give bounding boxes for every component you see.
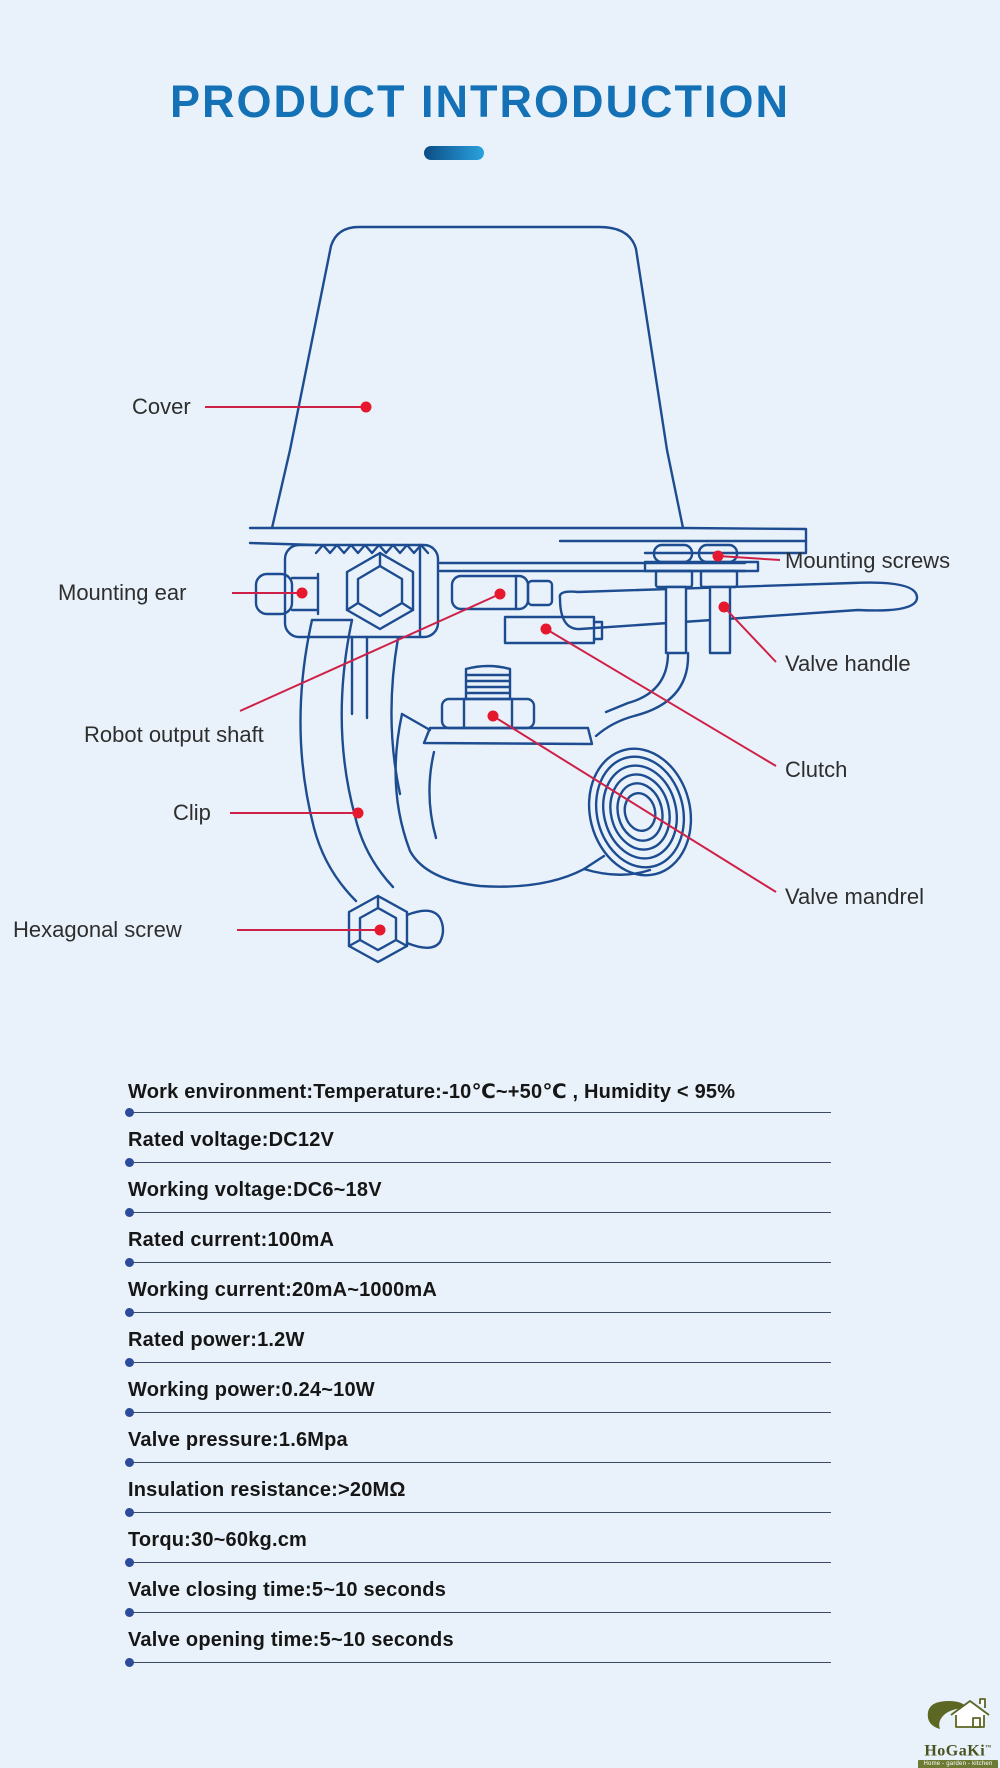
spec-row	[125, 1518, 831, 1568]
bracket-posts	[352, 637, 367, 718]
bullet-dot-icon	[125, 1608, 134, 1617]
spec-divider	[133, 1612, 831, 1613]
logo-tagline-banner: Home - garden - kitchen	[918, 1760, 998, 1768]
spec-divider	[133, 1162, 831, 1163]
valve-coupler-rings	[576, 738, 704, 886]
bullet-dot-icon	[125, 1258, 134, 1267]
spec-row	[125, 1118, 831, 1168]
label-cover: Cover	[132, 394, 191, 419]
bullet-dot-icon	[125, 1558, 134, 1567]
spec-divider	[133, 1112, 831, 1113]
spec-divider	[133, 1412, 831, 1413]
label-clip: Clip	[173, 800, 211, 825]
spec-row	[125, 1618, 831, 1668]
bullet-dot-icon	[125, 1108, 134, 1117]
spec-text: Rated current:100mA	[128, 1229, 335, 1251]
leader-dots	[297, 402, 730, 936]
bracket-arm	[596, 653, 688, 736]
bullet-dot-icon	[125, 1208, 134, 1217]
label-mounting-screws: Mounting screws	[785, 548, 951, 573]
label-hexagonal-screw: Hexagonal screw	[13, 917, 182, 942]
bullet-dot-icon	[125, 1308, 134, 1317]
spec-row	[125, 1368, 831, 1418]
spec-row	[125, 1468, 831, 1518]
spec-divider	[133, 1662, 831, 1663]
bullet-dot-icon	[125, 1358, 134, 1367]
spec-text: Rated power:1.2W	[128, 1329, 305, 1351]
spec-text: Valve pressure:1.6Mpa	[128, 1429, 348, 1451]
valve-mandrel-part	[424, 666, 592, 744]
label-mounting-ear: Mounting ear	[58, 580, 187, 605]
bullet-dot-icon	[125, 1158, 134, 1167]
spec-text: Working current:20mA~1000mA	[128, 1279, 438, 1301]
brand-logo	[918, 1697, 998, 1768]
bullet-dot-icon	[125, 1408, 134, 1417]
page-title: PRODUCT INTRODUCTION	[170, 76, 790, 127]
cover-outline	[272, 227, 683, 528]
spec-divider	[133, 1362, 831, 1363]
spec-text: Work environment:Temperature:-10℃~+50℃ , Humidity < 95%	[128, 1081, 736, 1103]
logo-name: HoGaKi™	[924, 1742, 992, 1760]
spec-text: Torqu:30~60kg.cm	[128, 1529, 308, 1551]
spec-divider	[133, 1312, 831, 1313]
spec-divider	[133, 1562, 831, 1563]
spec-divider	[133, 1512, 831, 1513]
spec-row	[125, 1168, 831, 1218]
leader-lines	[205, 407, 780, 930]
spec-list	[125, 1068, 831, 1668]
spec-row	[125, 1568, 831, 1618]
bullet-dot-icon	[125, 1658, 134, 1667]
spec-row	[125, 1068, 831, 1118]
spec-text: Valve closing time:5~10 seconds	[128, 1579, 447, 1601]
spec-row	[125, 1418, 831, 1468]
spec-divider	[133, 1262, 831, 1263]
spec-divider	[133, 1462, 831, 1463]
spec-divider	[133, 1212, 831, 1213]
logo-house-leaf-icon	[918, 1697, 998, 1735]
label-clutch: Clutch	[785, 757, 848, 782]
spec-text: Working voltage:DC6~18V	[128, 1179, 382, 1201]
mounting-ear-bracket	[256, 545, 438, 637]
spec-row	[125, 1268, 831, 1318]
spec-text: Valve opening time:5~10 seconds	[128, 1629, 454, 1651]
label-robot-output-shaft: Robot output shaft	[84, 722, 264, 747]
mounting-screws-part	[645, 545, 758, 653]
bullet-dot-icon	[125, 1508, 134, 1517]
spec-text: Rated voltage:DC12V	[128, 1129, 335, 1151]
bullet-dot-icon	[125, 1458, 134, 1467]
spec-row	[125, 1218, 831, 1268]
spec-text: Working power:0.24~10W	[128, 1379, 375, 1401]
label-valve-mandrel: Valve mandrel	[785, 884, 924, 909]
label-valve-handle: Valve handle	[785, 651, 911, 676]
clutch-part	[505, 617, 602, 643]
spec-row	[125, 1318, 831, 1368]
spec-text: Insulation resistance:>20MΩ	[128, 1479, 406, 1501]
